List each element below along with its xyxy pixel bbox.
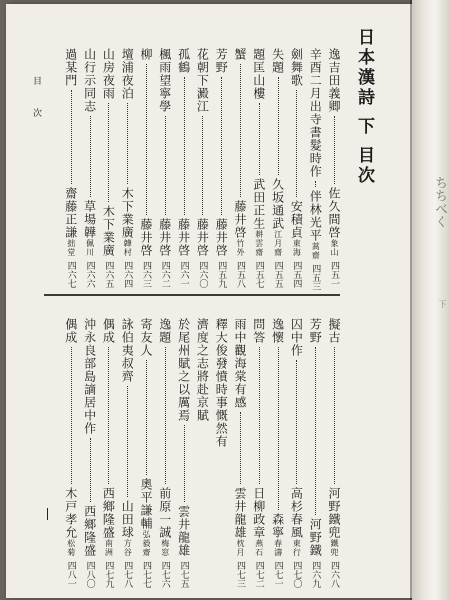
toc-entry-title: 濟度之志將赴京賦 xyxy=(195,318,210,422)
toc-entry-author: 草場韡 xyxy=(82,200,97,239)
toc-entry-author-pen-name: 松菊 xyxy=(66,539,76,557)
toc-entry xyxy=(307,48,324,291)
toc-entry-title: 沖永良部島謫居中作 xyxy=(82,318,97,435)
toc-entry-title: 楓雨望寧學 xyxy=(157,48,172,113)
toc-entry-author: 河野鐵 xyxy=(308,518,323,557)
toc-leader-dots xyxy=(334,347,335,484)
toc-entry-author: 高杉春風 xyxy=(289,487,304,539)
toc-leader-dots xyxy=(315,347,316,515)
toc-entry-page: 四八〇 xyxy=(84,561,95,588)
toc-entry xyxy=(100,48,117,288)
toc-entry-title: 問答 xyxy=(251,318,266,344)
toc-entry-author-pen-name: 佩川 xyxy=(85,239,95,257)
toc-entry-page: 四五八 xyxy=(235,261,245,288)
toc-entry-author: 前原一誠 xyxy=(157,487,172,539)
toc-entry xyxy=(63,318,80,588)
toc-entry-author: 佐久間啓 xyxy=(327,187,341,239)
toc-entry-title: 擬古 xyxy=(327,318,341,344)
toc-entry xyxy=(194,318,211,588)
toc-entry-author-pen-name: 東海 xyxy=(292,239,302,257)
toc-entry-title: 偶成 xyxy=(101,318,116,344)
toc-leader-dots xyxy=(334,116,335,184)
toc-entry-author: 藤井啓 xyxy=(233,200,247,239)
toc-entry-author: 藤井啓 xyxy=(214,218,229,257)
toc-entry-title: 詠伯夷叔齊 xyxy=(120,318,135,383)
toc-entry xyxy=(213,48,230,288)
toc-entry-title: 壇浦夜泊 xyxy=(120,48,135,100)
toc-entry-title: 雨中觀海棠有感 xyxy=(233,318,247,409)
toc-entry xyxy=(251,48,268,288)
running-header: 目 次 xyxy=(31,76,41,127)
toc-entry-page: 四五五 xyxy=(272,261,283,288)
toc-entry-author: 奧平謙輔 xyxy=(139,478,153,530)
toc-entry-page: 四五四 xyxy=(291,261,302,288)
toc-entry-page: 四八一 xyxy=(65,561,76,588)
toc-entry-page: 四七一 xyxy=(272,561,283,588)
toc-entry-author-pen-name: 枕月 xyxy=(236,539,245,557)
toc-entry-title: 山房夜雨 xyxy=(101,48,116,100)
toc-entry-author: 西鄉隆盛 xyxy=(82,505,97,557)
toc-entry-author-pen-name: 竹外 xyxy=(236,239,245,257)
toc-entry-author-pen-name: 拙堂 xyxy=(66,239,76,257)
toc-entry xyxy=(82,48,99,288)
toc-leader-dots xyxy=(221,77,222,215)
toc-entry-author: 山田球 xyxy=(120,500,135,539)
toc-leader-dots xyxy=(278,347,279,510)
toc-entry-title: 逸吉田義卿 xyxy=(327,48,341,113)
toc-entry-title: 蟹 xyxy=(233,48,247,61)
toc-entry xyxy=(307,318,324,588)
toc-entry-title: 山行示同志 xyxy=(82,48,97,113)
toc-entry-title: 寄友人 xyxy=(139,318,153,357)
toc-entry xyxy=(232,48,249,288)
toc-leader-dots xyxy=(108,103,109,202)
toc-entry-author: 森寧 xyxy=(270,513,285,539)
toc-entry-title: 孤鶴 xyxy=(176,48,191,74)
toc-entry xyxy=(326,318,343,588)
toc-entry-author: 木下業廣 xyxy=(101,205,116,257)
toc-entry-page: 四六三 xyxy=(141,261,151,288)
toc-entry-page: 四五九 xyxy=(216,261,227,288)
toc-entry-page: 四六九 xyxy=(310,561,321,588)
toc-entry-title: 失題 xyxy=(270,48,285,74)
toc-leader-dots xyxy=(184,425,185,502)
toc-entry xyxy=(176,318,193,588)
toc-entry-title: 過某門 xyxy=(63,48,78,87)
toc-entry-author: 藤井啓 xyxy=(157,218,172,257)
toc-entry-title: 劍舞歌 xyxy=(289,48,304,87)
toc-entry xyxy=(157,48,174,288)
toc-entry-title: 釋大俊發憤時事慨然有 xyxy=(214,318,229,448)
toc-entry xyxy=(82,318,99,588)
page-title: 日本漢詩 下 目次 xyxy=(354,28,374,186)
toc-entry-author-pen-name: 象山 xyxy=(330,239,339,257)
toc-entry-page: 四六七 xyxy=(65,261,76,288)
toc-entry-title: 芳野 xyxy=(308,318,323,344)
toc-entry-author: 久坂通武 xyxy=(270,178,285,230)
toc-entry-author: 安積貞 xyxy=(289,200,304,239)
toc-entry xyxy=(100,318,117,588)
toc-entry xyxy=(232,318,249,588)
toc-entry-author: 藤井啓 xyxy=(195,218,210,257)
toc-entry-author: 木下業廣 xyxy=(120,187,135,239)
toc-entry-page: 四五七 xyxy=(253,261,264,288)
toc-leader-dots xyxy=(127,386,128,497)
toc-entry-author: 河野鐵兜 xyxy=(327,487,341,539)
toc-entry xyxy=(194,48,211,288)
toc-entry-title: 辛酉二月出寺書髮時作 xyxy=(308,48,323,178)
toc-entry-author-pen-name: 南洲 xyxy=(104,539,114,557)
toc-entry-author: 雲井龍雄 xyxy=(233,487,247,539)
toc-entry-page: 四七九 xyxy=(103,561,114,588)
toc-entry-page: 四六四 xyxy=(122,261,133,288)
toc-entry-title: 偶成 xyxy=(63,318,78,344)
toc-entry-page: 四六一 xyxy=(178,261,189,288)
toc-entry-author: 伴林光平 xyxy=(308,190,323,242)
toc-entry-page: 四六二 xyxy=(159,261,170,288)
toc-entry-page: 四五三 xyxy=(310,264,321,291)
toc-entry-title: 囚中作 xyxy=(289,318,304,357)
toc-entry-author: 雲井龍雄 xyxy=(176,505,191,557)
toc-entry-page: 四七三 xyxy=(235,561,245,588)
page-number-mark xyxy=(47,508,48,520)
toc-leader-dots xyxy=(240,412,241,484)
toc-entry-page: 四七五 xyxy=(178,561,189,588)
toc-entry-title: 於尾州賦之以厲焉 xyxy=(176,318,191,422)
toc-leader-dots xyxy=(184,77,185,215)
toc-entry-page: 四七二 xyxy=(253,561,264,588)
toc-entry-author-pen-name: 韡村 xyxy=(123,239,133,257)
toc-entry-author: 日柳政章 xyxy=(251,487,266,539)
toc-entry xyxy=(251,318,268,588)
toc-entry-author-pen-name: 春濤 xyxy=(273,539,283,557)
toc-entry xyxy=(138,48,155,288)
toc-leader-dots xyxy=(71,90,72,184)
toc-entry xyxy=(288,318,305,588)
toc-entry-title: 柳 xyxy=(139,48,153,61)
toc-entry-author-pen-name: 蒿齋 xyxy=(311,242,321,260)
toc-entry xyxy=(288,48,305,288)
toc-entry-page: 四七七 xyxy=(141,561,151,588)
toc-entry-page: 四七八 xyxy=(122,561,133,588)
toc-entry-author-pen-name: 方谷 xyxy=(123,539,133,557)
toc-entry-page: 四七六 xyxy=(159,561,170,588)
handwritten-note: ちちべく xyxy=(432,176,447,228)
toc-leader-dots xyxy=(71,347,72,484)
toc-entry-page: 四六〇 xyxy=(197,261,208,288)
toc-entry-author-pen-name: 耕雲齋 xyxy=(254,230,264,257)
toc-leader-dots xyxy=(146,64,147,215)
toc-entry-page: 四七〇 xyxy=(291,561,302,588)
toc-leader-dots xyxy=(240,64,241,197)
toc-entry-title: 逸題 xyxy=(157,318,172,344)
toc-entry-page: 四六八 xyxy=(329,561,339,588)
toc-entry-page: 四五一 xyxy=(329,261,339,288)
toc-entry xyxy=(157,318,174,588)
toc-leader-dots xyxy=(165,347,166,484)
toc-entry xyxy=(176,48,193,288)
toc-entry-page: 四六六 xyxy=(84,261,95,288)
toc-entry-author-pen-name: 梅窓 xyxy=(160,539,170,557)
toc-entry-author: 藤井啓 xyxy=(176,218,191,257)
toc-entry xyxy=(119,318,136,588)
toc-entry-author-pen-name: 弘毅齋 xyxy=(142,530,151,557)
toc-entry-author: 藤井啓 xyxy=(139,218,153,257)
toc-leader-dots xyxy=(146,360,147,475)
toc-entry xyxy=(270,318,287,588)
toc-leader-dots xyxy=(296,360,297,484)
toc-entry-author: 齋藤正謙 xyxy=(63,187,78,239)
toc-leader-dots xyxy=(278,77,279,175)
toc-entry-title: 逸懷 xyxy=(270,318,285,344)
toc-entry-title: 芳野 xyxy=(214,48,229,74)
section-divider xyxy=(44,294,340,296)
toc-leader-dots xyxy=(296,90,297,197)
handwritten-note-small: 下 xyxy=(438,300,447,308)
toc-entry xyxy=(138,318,155,588)
toc-entry-author-pen-name: 東行 xyxy=(292,539,302,557)
toc-leader-dots xyxy=(202,116,203,215)
toc-entry xyxy=(270,48,287,288)
toc-entry-author-pen-name: 燕石 xyxy=(254,539,264,557)
toc-entry-author: 西鄉隆盛 xyxy=(101,487,116,539)
toc-entry xyxy=(119,48,136,288)
toc-leader-dots xyxy=(259,347,260,484)
toc-entry xyxy=(213,318,230,588)
toc-entry-author-pen-name: 鐵兜 xyxy=(330,539,339,557)
toc-leader-dots xyxy=(127,103,128,184)
toc-leader-dots xyxy=(108,347,109,484)
toc-leader-dots xyxy=(259,103,260,175)
toc-entry xyxy=(326,48,343,288)
toc-leader-dots xyxy=(165,116,166,215)
toc-leader-dots xyxy=(90,116,91,197)
toc-entry-author: 木戸孝允 xyxy=(63,487,78,539)
toc-entry-title: 題匡山樓 xyxy=(251,48,266,100)
toc-entry xyxy=(63,48,80,288)
toc-entry-page: 四六五 xyxy=(103,261,114,288)
toc-entry-author-pen-name: 江月齋 xyxy=(273,230,283,257)
toc-entry-title: 花朝下澱江 xyxy=(195,48,210,113)
toc-entry-author: 武田正生 xyxy=(251,178,266,230)
toc-leader-dots xyxy=(315,181,316,187)
toc-leader-dots xyxy=(90,438,91,502)
